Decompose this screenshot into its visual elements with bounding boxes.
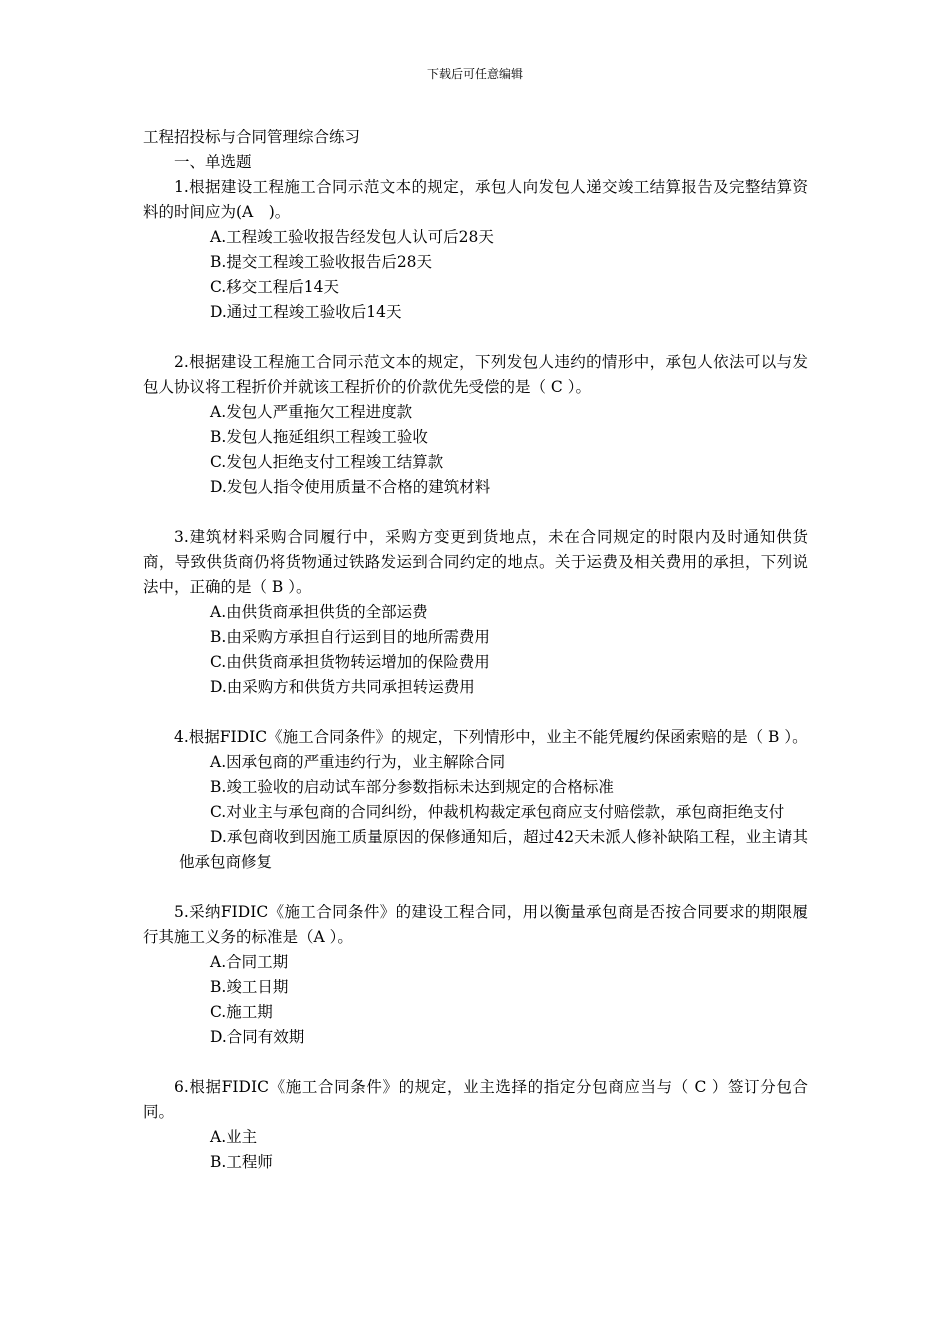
option-b: B.由采购方承担自行运到目的地所需费用 — [210, 628, 490, 646]
question-stem: 5.采纳FIDIC《施工合同条件》的建设工程合同，用以衡量承包商是否按合同要求的期限履行其施工义务的标准是（A ）。 — [143, 903, 808, 946]
option-list — [143, 600, 808, 700]
question-stem: 3.建筑材料采购合同履行中，采购方变更到货地点，未在合同规定的时限内及时通知供货商，导致供货商仍将货物通过铁路发运到合同约定的地点。关于运费及相关费用的承担，下列说法中，正确的是（ B ）。 — [143, 528, 808, 596]
option-a: A.合同工期 — [210, 953, 289, 971]
spacer — [143, 325, 808, 350]
question-4 — [143, 725, 808, 875]
option-b: B.工程师 — [210, 1153, 273, 1171]
option-c: C.施工期 — [210, 1003, 273, 1021]
spacer — [143, 875, 808, 900]
question-stem: 4.根据FIDIC《施工合同条件》的规定，下列情形中，业主不能凭履约保函索赔的是（ B ）。 — [174, 728, 808, 746]
option-b: B.竣工验收的启动试车部分参数指标未达到规定的合格标准 — [210, 778, 614, 796]
option-list — [143, 1125, 808, 1175]
option-list — [143, 225, 808, 325]
option-d: D.由采购方和供货方共同承担转运费用 — [210, 678, 475, 696]
option-list — [143, 950, 808, 1050]
option-a: A.工程竣工验收报告经发包人认可后28天 — [210, 228, 494, 246]
spacer — [143, 1050, 808, 1075]
option-b: B.提交工程竣工验收报告后28天 — [210, 253, 433, 271]
document-body — [143, 125, 808, 1175]
question-stem: 2.根据建设工程施工合同示范文本的规定，下列发包人违约的情形中，承包人依法可以与发包人协议将工程折价并就该工程折价的价款优先受偿的是（ C ）。 — [143, 353, 808, 396]
question-stem: 1.根据建设工程施工合同示范文本的规定，承包人向发包人递交竣工结算报告及完整结算资料的时间应为(A )。 — [143, 178, 808, 221]
question-6 — [143, 1075, 808, 1175]
spacer — [143, 500, 808, 525]
option-c: C.对业主与承包商的合同纠纷，仲裁机构裁定承包商应支付赔偿款，承包商拒绝支付 — [210, 803, 785, 821]
option-d: D.承包商收到因施工质量原因的保修通知后，超过42天未派人修补缺陷工程，业主请其他承包商修复 — [179, 828, 808, 871]
option-c: C.由供货商承担货物转运增加的保险费用 — [210, 653, 490, 671]
option-a: A.发包人严重拖欠工程进度款 — [210, 403, 413, 421]
option-b: B.竣工日期 — [210, 978, 289, 996]
option-a: A.因承包商的严重违约行为，业主解除合同 — [210, 753, 506, 771]
option-list — [143, 750, 808, 875]
option-a: A.由供货商承担供货的全部运费 — [210, 603, 428, 621]
option-a: A.业主 — [210, 1128, 258, 1146]
option-d: D.发包人指令使用质量不合格的建筑材料 — [210, 478, 491, 496]
question-stem: 6.根据FIDIC《施工合同条件》的规定，业主选择的指定分包商应当与（ C ）签订分包合同。 — [143, 1078, 808, 1121]
option-c: C.发包人拒绝支付工程竣工结算款 — [210, 453, 444, 471]
option-d: D.合同有效期 — [210, 1028, 305, 1046]
section-title: 一、单选题 — [174, 153, 252, 171]
option-list — [143, 400, 808, 500]
option-c: C.移交工程后14天 — [210, 278, 339, 296]
question-5 — [143, 900, 808, 1050]
question-2 — [143, 350, 808, 500]
document-title: 工程招投标与合同管理综合练习 — [143, 128, 361, 146]
option-d: D.通过工程竣工验收后14天 — [210, 303, 402, 321]
option-b: B.发包人拖延组织工程竣工验收 — [210, 428, 428, 446]
header-note: 下载后可任意编辑 — [426, 67, 523, 81]
question-1 — [143, 175, 808, 325]
question-3 — [143, 525, 808, 700]
spacer — [143, 700, 808, 725]
